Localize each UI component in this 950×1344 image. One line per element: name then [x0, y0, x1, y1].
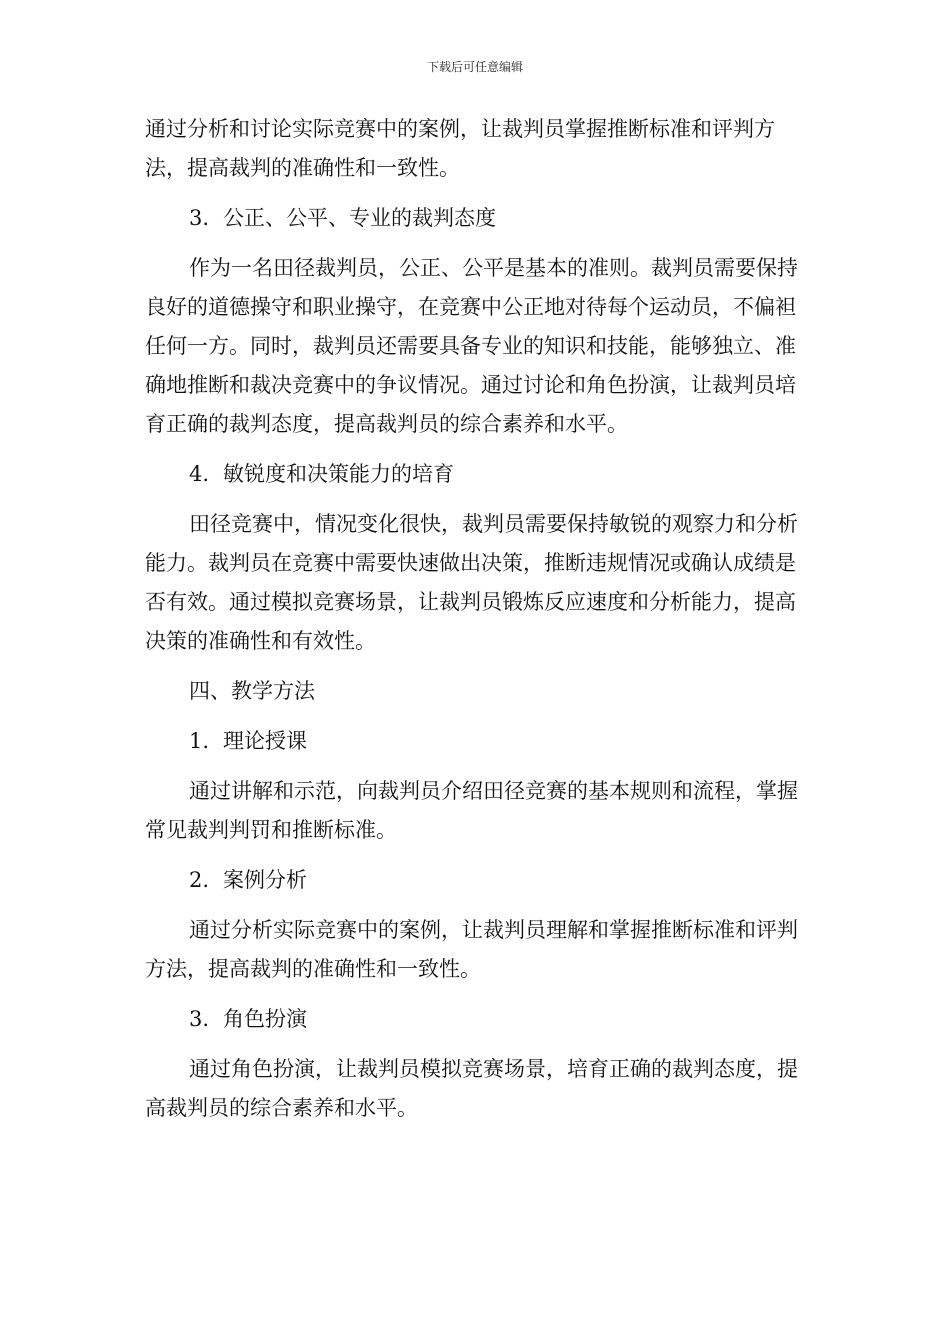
- heading-text: 案例分析: [223, 868, 307, 892]
- document-body: [145, 110, 815, 1139]
- paragraph-case-analysis: 通过分析实际竞赛中的案例，让裁判员理解和掌握推断标准和评判方法，提高裁判的准确性和一致性。: [145, 918, 798, 981]
- heading-theory-lecture: [145, 722, 815, 761]
- heading-number: 2.: [189, 868, 210, 892]
- heading-number: 3.: [189, 1007, 210, 1031]
- paragraph-case-study-continuation: 通过分析和讨论实际竞赛中的案例，让裁判员掌握推断标准和评判方法，提高裁判的准确性和一致性。: [145, 117, 775, 180]
- heading-text: 角色扮演: [223, 1007, 307, 1031]
- heading-text: 敏锐度和决策能力的培育: [223, 462, 454, 486]
- section-teaching-methods: 四、教学方法: [189, 679, 315, 703]
- paragraph-fair-attitude: 作为一名田径裁判员，公正、公平是基本的准则。裁判员需要保持良好的道德操守和职业操守，在竞赛中公正地对待每个运动员，不偏袒任何一方。同时，裁判员还需要具备专业的知识和技能，能够独立、准确地推断和裁决竞赛中的争议情况。通过讨论和角色扮演，让裁判员培育正确的裁判态度，提高裁判员的综合素养和水平。: [145, 256, 798, 436]
- paragraph-theory-lecture: 通过讲解和示范，向裁判员介绍田径竞赛的基本规则和流程，掌握常见裁判判罚和推断标准。: [145, 779, 798, 842]
- heading-role-play: [145, 1000, 815, 1039]
- download-note: 下载后可任意编辑: [426, 60, 523, 74]
- heading-text: 公正、公平、专业的裁判态度: [223, 206, 496, 230]
- heading-number: 1.: [189, 729, 210, 753]
- heading-text: 理论授课: [223, 729, 307, 753]
- paragraph-decision-ability: 田径竞赛中，情况变化很快，裁判员需要保持敏锐的观察力和分析能力。裁判员在竞赛中需要快速做出决策，推断违规情况或确认成绩是否有效。通过模拟竞赛场景，让裁判员锻炼反应速度和分析能力，提高决策的准确性和有效性。: [145, 512, 798, 653]
- heading-decision-ability: [145, 455, 815, 494]
- heading-case-analysis: [145, 861, 815, 900]
- heading-fair-attitude: [145, 199, 815, 238]
- paragraph-role-play: 通过角色扮演，让裁判员模拟竞赛场景，培育正确的裁判态度，提高裁判员的综合素养和水平。: [145, 1057, 798, 1120]
- heading-number: 4.: [189, 462, 210, 486]
- heading-number: 3.: [189, 206, 210, 230]
